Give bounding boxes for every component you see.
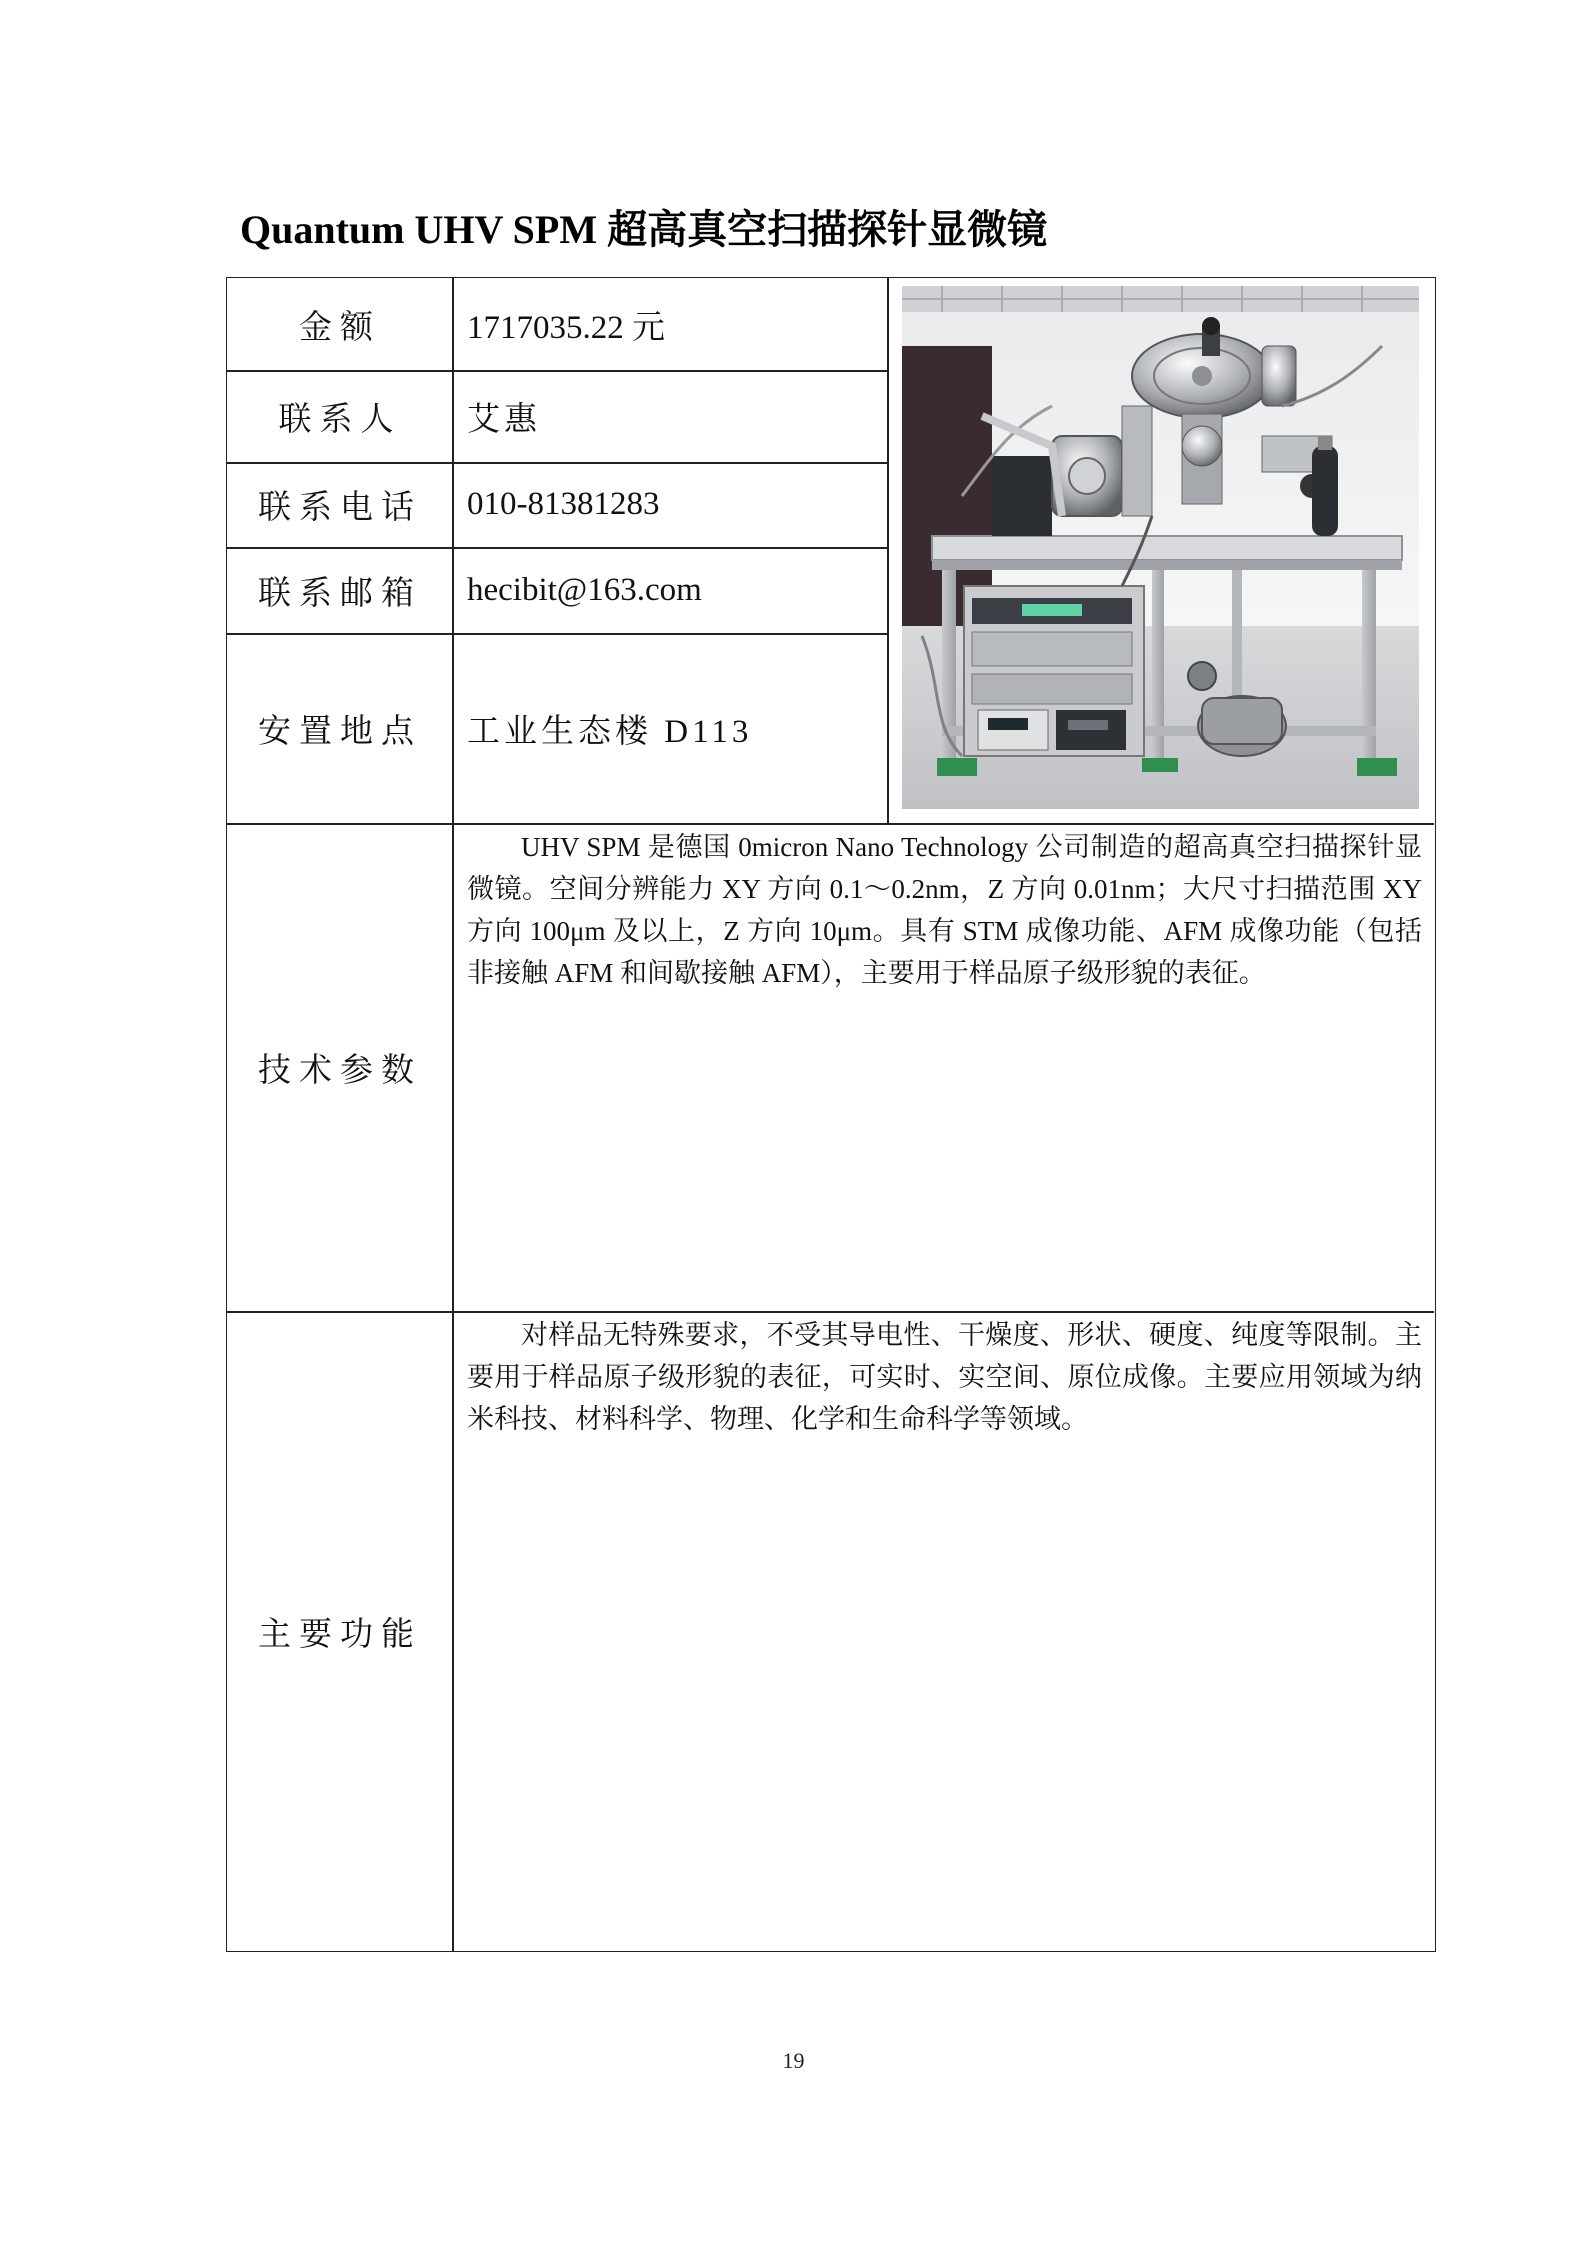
specs-text: UHV SPM 是德国 0micron Nano Technology 公司制造的超高真空扫描探针显微镜。空间分辨能力 XY 方向 0.1～0.2nm，Z 方向 0.01nm；大尺寸扫描范围 XY 方向 100μm 及以上，Z 方向 10μm。具有 STM 成像功能、AFM 成像功能（包括非接触 AFM 和间歇接触 AFM），主要用于样品原子级形貌的表征。 (467, 832, 1422, 988)
equipment-info-table (226, 277, 1436, 1952)
instrument-photo (902, 286, 1419, 809)
contact-label: 联系人 (278, 398, 402, 438)
functions-label: 主要功能 (258, 1613, 422, 1653)
amount-value: 1717035.22 元 (467, 309, 665, 346)
email-label: 联系邮箱 (258, 572, 422, 612)
page-number: 19 (782, 2048, 805, 2073)
email-value: hecibit@163.com (467, 571, 702, 608)
location-label: 安置地点 (258, 710, 422, 750)
document-title: Quantum UHV SPM 超高真空扫描探针显微镜 (240, 207, 1048, 252)
phone-label: 联系电话 (258, 487, 422, 526)
functions-text: 对样品无特殊要求，不受其导电性、干燥度、形状、硬度、纯度等限制。主要用于样品原子级形貌的表征，可实时、实空间、原位成像。主要应用领域为纳米科技、材料科学、物理、化学和生命科学等领域。 (467, 1320, 1422, 1434)
contact-value: 艾惠 (467, 401, 541, 438)
location-value: 工业生态楼 D113 (467, 713, 753, 750)
specs-label: 技术参数 (258, 1049, 422, 1089)
phone-value: 010-81381283 (467, 486, 660, 522)
amount-label: 金额 (299, 306, 381, 346)
instrument-photo-icon (902, 286, 1419, 809)
